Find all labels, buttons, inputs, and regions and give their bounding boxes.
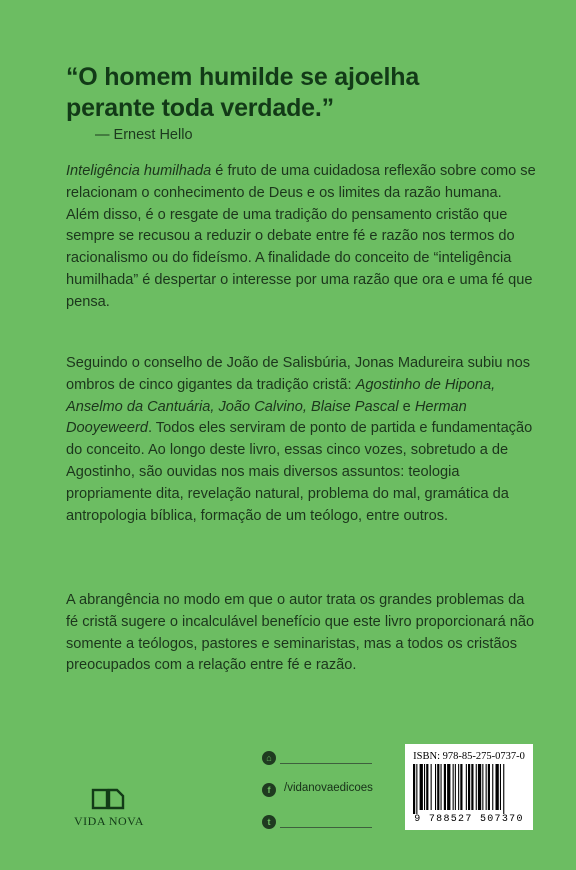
barcode-bar: [486, 764, 487, 810]
social-website[interactable]: [262, 750, 372, 766]
publisher-logo: [64, 788, 154, 830]
barcode-bar: [416, 764, 417, 814]
barcode-bar: [437, 764, 439, 810]
barcode-bar: [453, 764, 454, 810]
social-twitter[interactable]: [262, 814, 372, 830]
barcode-digits: 9 788527 507370: [414, 814, 524, 825]
paragraph-2-name-emphasis: Herman Dooyeweerd: [66, 398, 467, 437]
social-website-underline: [280, 763, 372, 764]
paragraph-2-names-emphasis: Agostinho de Hipona, Anselmo da Cantuária, João Calvino, Blaise Pascal: [66, 376, 496, 415]
barcode-bar: [471, 764, 473, 810]
barcode-bar: [444, 764, 446, 810]
barcode-bar: [500, 764, 501, 810]
synopsis-paragraph-3: A abrangência no modo em que o autor trata os grandes problemas da fé cristã sugere o incalculável benefício que este livro proporcionará não somente a teólogos, pastores e seminaristas, mas a todos os cristãos preocupados com a relação entre fé e razão.: [66, 592, 535, 674]
isbn-number: ISBN: 978-85-275-0737-0: [413, 751, 525, 762]
barcode-bar: [431, 764, 432, 810]
barcode-bar: [424, 764, 425, 810]
isbn-barcode: [405, 744, 533, 830]
home-icon: ⌂: [262, 751, 276, 765]
barcode-bar: [426, 764, 428, 810]
twitter-icon: t: [262, 815, 276, 829]
barcode-bar: [503, 764, 504, 814]
facebook-icon: f: [262, 783, 276, 797]
back-cover-quote: [66, 62, 526, 124]
barcode-bar: [460, 764, 462, 810]
barcode-bar: [413, 764, 415, 814]
barcode-bar: [496, 764, 499, 810]
barcode-bar: [458, 764, 459, 810]
barcode-bar: [420, 764, 423, 810]
paragraph-2-text-c: . Todos eles serviram de ponto de partida e fundamentação do conceito. Ao longo deste livro, essas cinco vozes, sobretudo a de Agostinho, são ouvidas nos mais diversos assuntos: teologia propriamente dita, revelação natural, problema do mal, gramática da antropologia bíblica, formação de um teólogo, entre outros.: [66, 420, 533, 524]
social-twitter-underline: [280, 827, 372, 828]
social-facebook[interactable]: [262, 782, 372, 798]
publisher-book-icon: [91, 788, 127, 810]
book-title-emphasis: Inteligência humilhada: [66, 163, 212, 179]
paragraph-2-text-b: e: [398, 398, 415, 415]
paragraph-1-text: é fruto de uma cuidadosa reflexão sobre como se relacionam o conhecimento de Deus e os limites da razão humana. Além disso, é o resgate de uma tradição do pensamento cristão que sempre se recusou a reduzir o debate entre fé e razão nos termos do racionalismo ou do fideísmo. A finalidade do conceito de “inteligência humilhada” é despertar o interesse por uma razão que ora e uma fé que pensa.: [66, 163, 536, 310]
publisher-name: VIDA NOVA: [74, 814, 144, 828]
synopsis-paragraph-1: [66, 161, 536, 314]
quote-line-2: perante toda verdade.”: [66, 94, 334, 122]
barcode-bar: [447, 764, 450, 810]
barcode-bar: [455, 764, 456, 810]
barcode-bar: [435, 764, 436, 810]
barcode-bars: [413, 764, 525, 814]
barcode-bar: [482, 764, 483, 810]
paragraph-2-text-a: Seguindo o conselho de João de Salisbúria, Jonas Madureira subiu nos ombros de cinco gigantes da tradição cristã:: [66, 355, 531, 393]
barcode-bar: [441, 764, 442, 810]
barcode-bar: [478, 764, 481, 810]
barcode-bar: [488, 764, 490, 810]
quote-author: — Ernest Hello: [95, 127, 193, 143]
barcode-bar: [468, 764, 470, 810]
synopsis-paragraph-2: [66, 353, 536, 527]
barcode-bar: [492, 764, 493, 810]
quote-line-1: “O homem humilde se ajoelha: [66, 63, 420, 91]
barcode-bar: [476, 764, 477, 810]
barcode-bar: [466, 764, 467, 810]
social-facebook-handle: /vidanovaedicoes: [284, 782, 373, 794]
